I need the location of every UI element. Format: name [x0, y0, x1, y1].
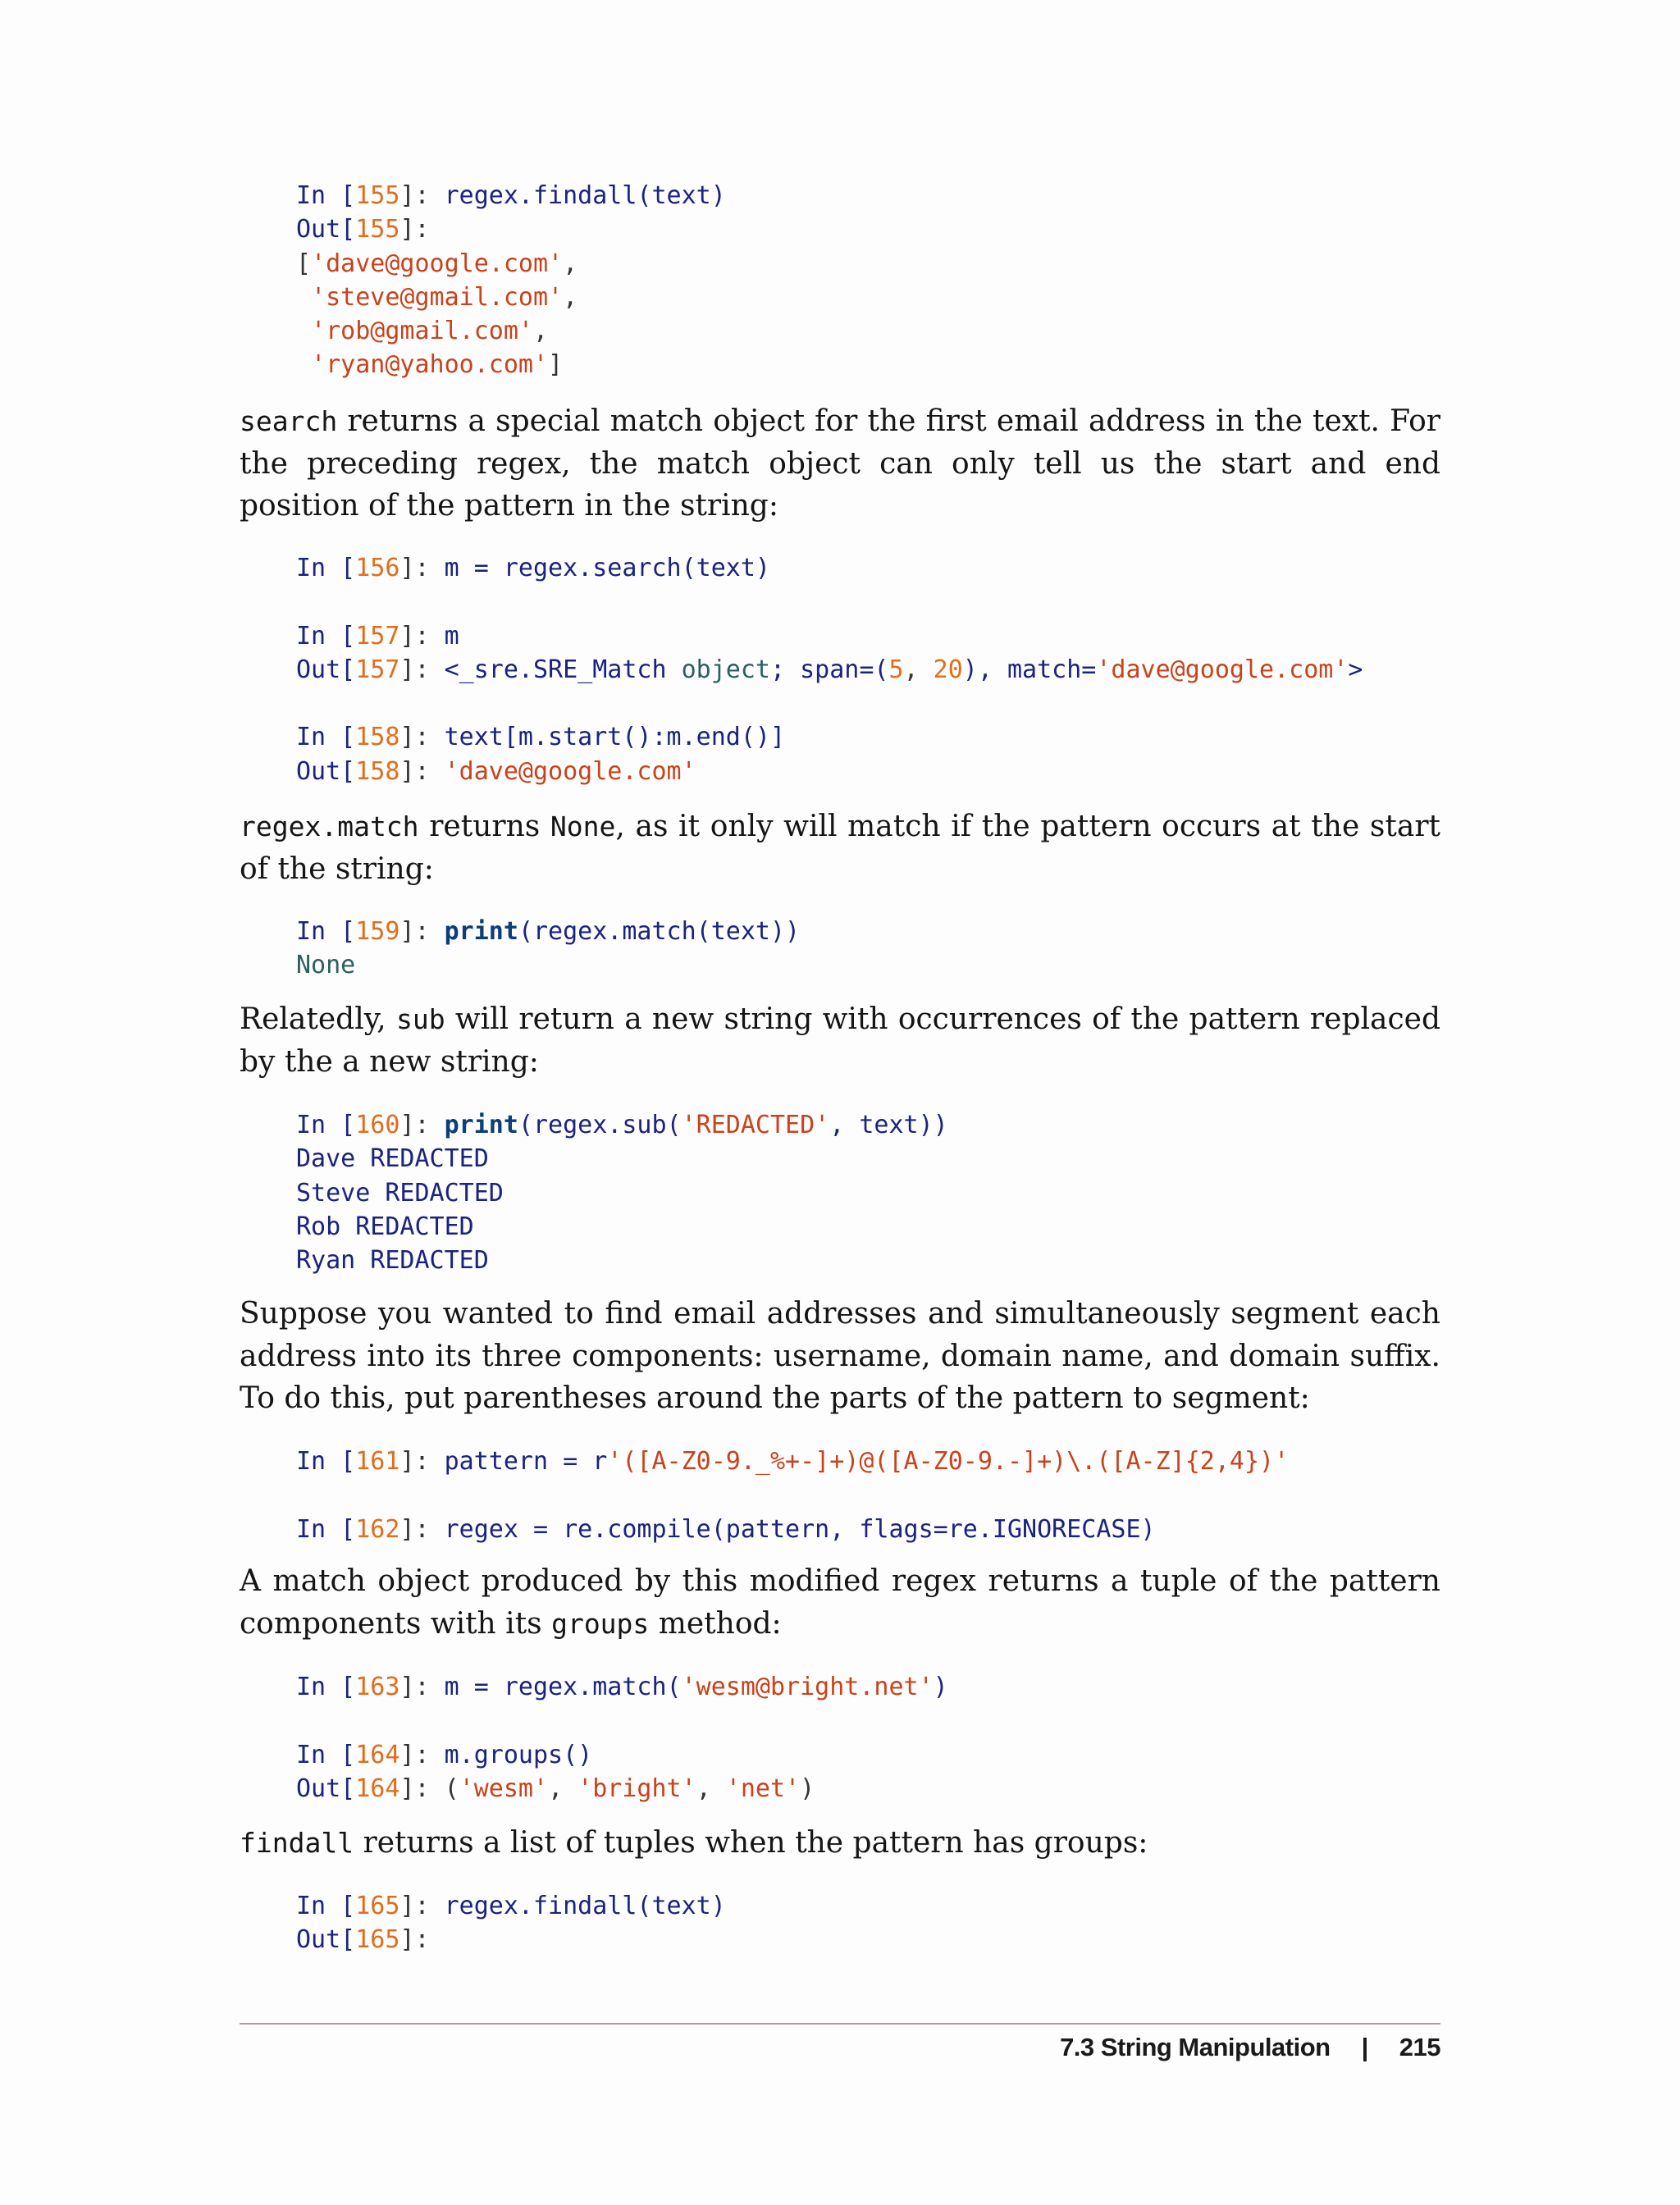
code-line: In [162]: regex = re.compile(pattern, flags=re.IGNORECASE): [296, 1514, 1156, 1544]
code-block-search: [296, 551, 1363, 788]
code-line: In [164]: m.groups(): [296, 1740, 593, 1769]
code-line: In [161]: pattern = r'([A-Z0-9._%+-]+)@([A-Z0-9.-]+)\.([A-Z]{2,4})': [296, 1447, 1290, 1476]
code-block-groups: [296, 1670, 948, 1806]
paragraph-findall-tuples: findall returns a list of tuples when the pattern has groups:: [240, 1826, 1148, 1860]
code-block-findall: [296, 179, 726, 382]
code-line: Rob REDACTED: [296, 1212, 474, 1241]
paragraph-groups: A match object produced by this modified regex returns a tuple of the pattern components with its groups method:: [240, 1564, 1440, 1641]
code-line: 'rob@gmail.com',: [311, 317, 549, 346]
code-block-sub: [296, 1108, 948, 1277]
page-footer: [1060, 2033, 1440, 2062]
footer-separator: |: [1361, 2033, 1368, 2061]
code-line: In [159]: print(regex.match(text)): [296, 917, 801, 946]
code-line: In [155]: regex.findall(text): [296, 181, 726, 210]
code-block-findall-groups: [296, 1889, 726, 1957]
paragraph-sub: Relatedly, sub will return a new string with occurrences of the pattern replaced by the a new string:: [240, 1002, 1440, 1079]
code-line: 'ryan@yahoo.com']: [311, 350, 564, 380]
code-line: In [156]: m = regex.search(text): [296, 554, 770, 582]
code-line: ['dave@google.com',: [296, 249, 578, 278]
code-block-compile: [296, 1445, 1289, 1546]
paragraph-search: search returns a special match object for the first email address in the text. For the preceding regex, the match object can only tell us the start and end position of the pattern in the string:: [240, 404, 1440, 523]
footer-section-title: 7.3 String Manipulation: [1060, 2033, 1331, 2061]
code-line: Steve REDACTED: [296, 1178, 504, 1208]
paragraph-suppose: Suppose you wanted to find email addresses and simultaneously segment each address into its three components: username, domain name, and domain suffix. To do this, put parentheses around the parts of the pattern to segment:: [240, 1297, 1440, 1415]
footer-rule: [240, 2023, 1440, 2025]
code-block-print-match: [296, 915, 800, 983]
code-line: Ryan REDACTED: [296, 1246, 489, 1276]
code-line: In [160]: print(regex.sub('REDACTED', text)): [296, 1111, 948, 1139]
code-line: Out[158]: 'dave@google.com': [296, 756, 696, 786]
code-line: None: [296, 951, 356, 980]
code-line: Out[165]:: [296, 1925, 430, 1955]
code-line: In [157]: m: [296, 621, 459, 651]
code-line: Dave REDACTED: [296, 1144, 489, 1174]
code-line: In [158]: text[m.start():m.end()]: [296, 723, 786, 752]
page-number: 215: [1399, 2033, 1440, 2061]
code-line: In [165]: regex.findall(text): [296, 1892, 726, 1920]
paragraph-match: regex.match returns None, as it only will match if the pattern occurs at the start of the string:: [240, 810, 1441, 886]
code-line: Out[164]: ('wesm', 'bright', 'net'): [296, 1774, 815, 1803]
code-line: Out[155]:: [296, 215, 430, 244]
code-line: Out[157]: <_sre.SRE_Match object; span=(5, 20), match='dave@google.com'>: [296, 655, 1363, 684]
code-line: In [163]: m = regex.match('wesm@bright.net'): [296, 1673, 948, 1701]
code-line: 'steve@gmail.com',: [311, 282, 578, 312]
